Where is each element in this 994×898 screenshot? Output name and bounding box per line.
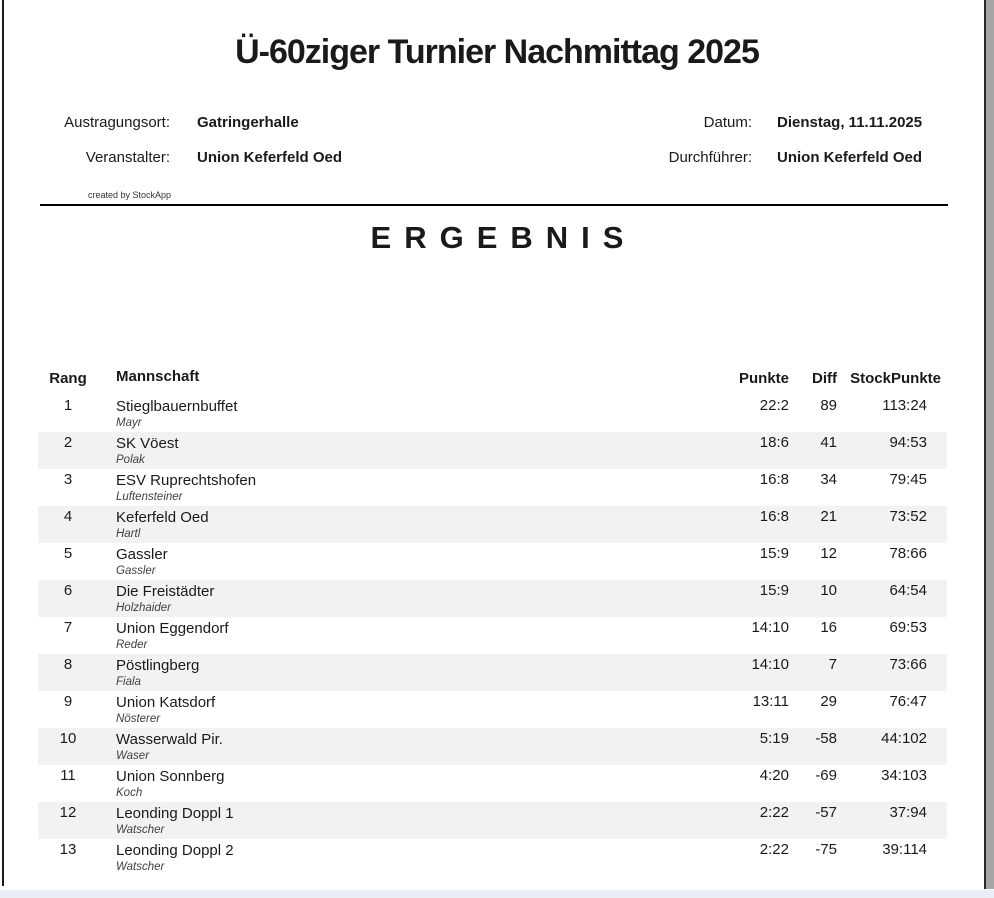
header-diff: Diff xyxy=(812,370,837,387)
punkte-cell: 15:9 xyxy=(759,582,789,599)
captain-name: Watscher xyxy=(116,824,165,836)
captain-name: Gassler xyxy=(116,565,156,577)
header-punkte: Punkte xyxy=(738,370,789,387)
captain-name: Holzhaider xyxy=(116,602,171,614)
stockpunkte-cell: 73:52 xyxy=(889,508,927,525)
team-cell xyxy=(98,839,714,876)
captain-name: Polak xyxy=(116,454,145,466)
team-cell xyxy=(98,580,714,617)
rank-cell: 4 xyxy=(63,508,73,525)
stockpunkte-cell: 37:94 xyxy=(889,804,927,821)
table-row xyxy=(38,802,947,839)
team-cell xyxy=(98,617,714,654)
divider-rule xyxy=(40,204,948,206)
stockpunkte-cell: 73:66 xyxy=(889,656,927,673)
team-name: Leonding Doppl 2 xyxy=(116,842,234,859)
austragungsort-label: Austragungsort: xyxy=(64,114,170,131)
durchfuehrer-value: Union Keferfeld Oed xyxy=(777,149,923,166)
team-cell xyxy=(98,432,714,469)
rank-cell: 13 xyxy=(59,841,77,858)
rank-cell: 2 xyxy=(63,434,73,451)
team-cell xyxy=(98,543,714,580)
punkte-cell: 2:22 xyxy=(759,804,789,821)
table-row xyxy=(38,543,947,580)
punkte-cell: 5:19 xyxy=(759,730,789,747)
stockpunkte-cell: 64:54 xyxy=(889,582,927,599)
table-row xyxy=(38,469,947,506)
table-row xyxy=(38,395,947,432)
stockpunkte-cell: 94:53 xyxy=(889,434,927,451)
team-name: Wasserwald Pir. xyxy=(116,731,223,748)
table-header-row xyxy=(38,368,947,395)
punkte-cell: 15:9 xyxy=(759,545,789,562)
team-name: Die Freistädter xyxy=(116,583,215,600)
captain-name: Mayr xyxy=(116,417,142,429)
team-cell xyxy=(98,469,714,506)
rank-cell: 8 xyxy=(63,656,73,673)
team-cell xyxy=(98,728,714,765)
meta-block xyxy=(40,112,946,169)
rank-cell: 7 xyxy=(63,619,73,636)
header-rang: Rang xyxy=(49,370,87,387)
table-row xyxy=(38,691,947,728)
austragungsort-value: Gatringerhalle xyxy=(197,114,299,131)
punkte-cell: 16:8 xyxy=(759,508,789,525)
veranstalter-value: Union Keferfeld Oed xyxy=(197,149,343,166)
rank-cell: 10 xyxy=(59,730,77,747)
team-cell xyxy=(98,654,714,691)
punkte-cell: 22:2 xyxy=(759,397,789,414)
diff-cell: -58 xyxy=(815,730,837,747)
diff-cell: 21 xyxy=(820,508,837,525)
captain-name: Luftensteiner xyxy=(116,491,183,503)
durchfuehrer-label: Durchführer: xyxy=(668,149,752,166)
team-name: Pöstlingberg xyxy=(116,657,200,674)
bottom-window-bar xyxy=(0,890,994,898)
punkte-cell: 14:10 xyxy=(751,619,789,636)
team-name: Leonding Doppl 1 xyxy=(116,805,234,822)
diff-cell: -69 xyxy=(815,767,837,784)
team-name: Union Eggendorf xyxy=(116,620,229,637)
table-row xyxy=(38,654,947,691)
page-left-border xyxy=(2,0,4,886)
captain-name: Koch xyxy=(116,787,143,799)
header-stockpunkte: StockPunkte xyxy=(850,370,941,387)
rank-cell: 1 xyxy=(63,397,73,414)
page-title: Ü-60ziger Turnier Nachmittag 2025 xyxy=(235,32,759,71)
diff-cell: 89 xyxy=(820,397,837,414)
results-table xyxy=(38,368,947,876)
section-title-ergebnis: ERGEBNIS xyxy=(370,220,637,255)
rank-cell: 6 xyxy=(63,582,73,599)
veranstalter-label: Veranstalter: xyxy=(85,149,170,166)
team-cell xyxy=(98,765,714,802)
stockpunkte-cell: 69:53 xyxy=(889,619,927,636)
table-row xyxy=(38,728,947,765)
team-name: Union Sonnberg xyxy=(116,768,225,785)
punkte-cell: 4:20 xyxy=(759,767,789,784)
diff-cell: 16 xyxy=(820,619,837,636)
rank-cell: 11 xyxy=(60,767,76,784)
diff-cell: 10 xyxy=(820,582,837,599)
rank-cell: 5 xyxy=(63,545,73,562)
table-row xyxy=(38,617,947,654)
table-row xyxy=(38,580,947,617)
diff-cell: 12 xyxy=(820,545,837,562)
captain-name: Hartl xyxy=(116,528,141,540)
diff-cell: -75 xyxy=(815,841,837,858)
team-cell xyxy=(98,506,714,543)
punkte-cell: 14:10 xyxy=(751,656,789,673)
team-cell xyxy=(98,802,714,839)
team-name: ESV Ruprechtshofen xyxy=(116,472,257,489)
captain-name: Fiala xyxy=(116,676,141,688)
captain-name: Nösterer xyxy=(116,713,161,725)
rank-cell: 12 xyxy=(59,804,77,821)
diff-cell: 29 xyxy=(820,693,837,710)
stockpunkte-cell: 44:102 xyxy=(881,730,927,747)
diff-cell: 41 xyxy=(820,434,837,451)
table-row xyxy=(38,765,947,802)
team-name: Union Katsdorf xyxy=(116,694,216,711)
stockpunkte-cell: 34:103 xyxy=(881,767,927,784)
team-cell xyxy=(98,395,714,432)
stockpunkte-cell: 39:114 xyxy=(882,841,927,858)
credit-text: created by StockApp xyxy=(88,190,172,200)
table-row xyxy=(38,839,947,876)
punkte-cell: 2:22 xyxy=(759,841,789,858)
team-cell xyxy=(98,691,714,728)
header-mannschaft: Mannschaft xyxy=(116,368,200,385)
vertical-scrollbar[interactable] xyxy=(986,0,994,889)
punkte-cell: 16:8 xyxy=(759,471,789,488)
captain-name: Watscher xyxy=(116,861,165,873)
captain-name: Waser xyxy=(116,750,150,762)
stockpunkte-cell: 113:24 xyxy=(882,397,927,414)
team-name: Stieglbauernbuffet xyxy=(116,398,238,415)
stockpunkte-cell: 76:47 xyxy=(889,693,927,710)
table-row xyxy=(38,432,947,469)
datum-label: Datum: xyxy=(703,114,752,131)
results-rows xyxy=(38,395,947,876)
datum-value: Dienstag, 11.11.2025 xyxy=(777,114,923,131)
captain-name: Reder xyxy=(116,639,148,651)
stockpunkte-cell: 79:45 xyxy=(889,471,927,488)
punkte-cell: 18:6 xyxy=(759,434,789,451)
rank-cell: 9 xyxy=(63,693,73,710)
diff-cell: 34 xyxy=(820,471,837,488)
team-name: Gassler xyxy=(116,546,168,563)
table-row xyxy=(38,506,947,543)
diff-cell: 7 xyxy=(828,656,837,673)
rank-cell: 3 xyxy=(63,471,73,488)
diff-cell: -57 xyxy=(815,804,837,821)
stockpunkte-cell: 78:66 xyxy=(889,545,927,562)
punkte-cell: 13:11 xyxy=(752,693,789,710)
team-name: SK Vöest xyxy=(116,435,179,452)
team-name: Keferfeld Oed xyxy=(116,509,209,526)
